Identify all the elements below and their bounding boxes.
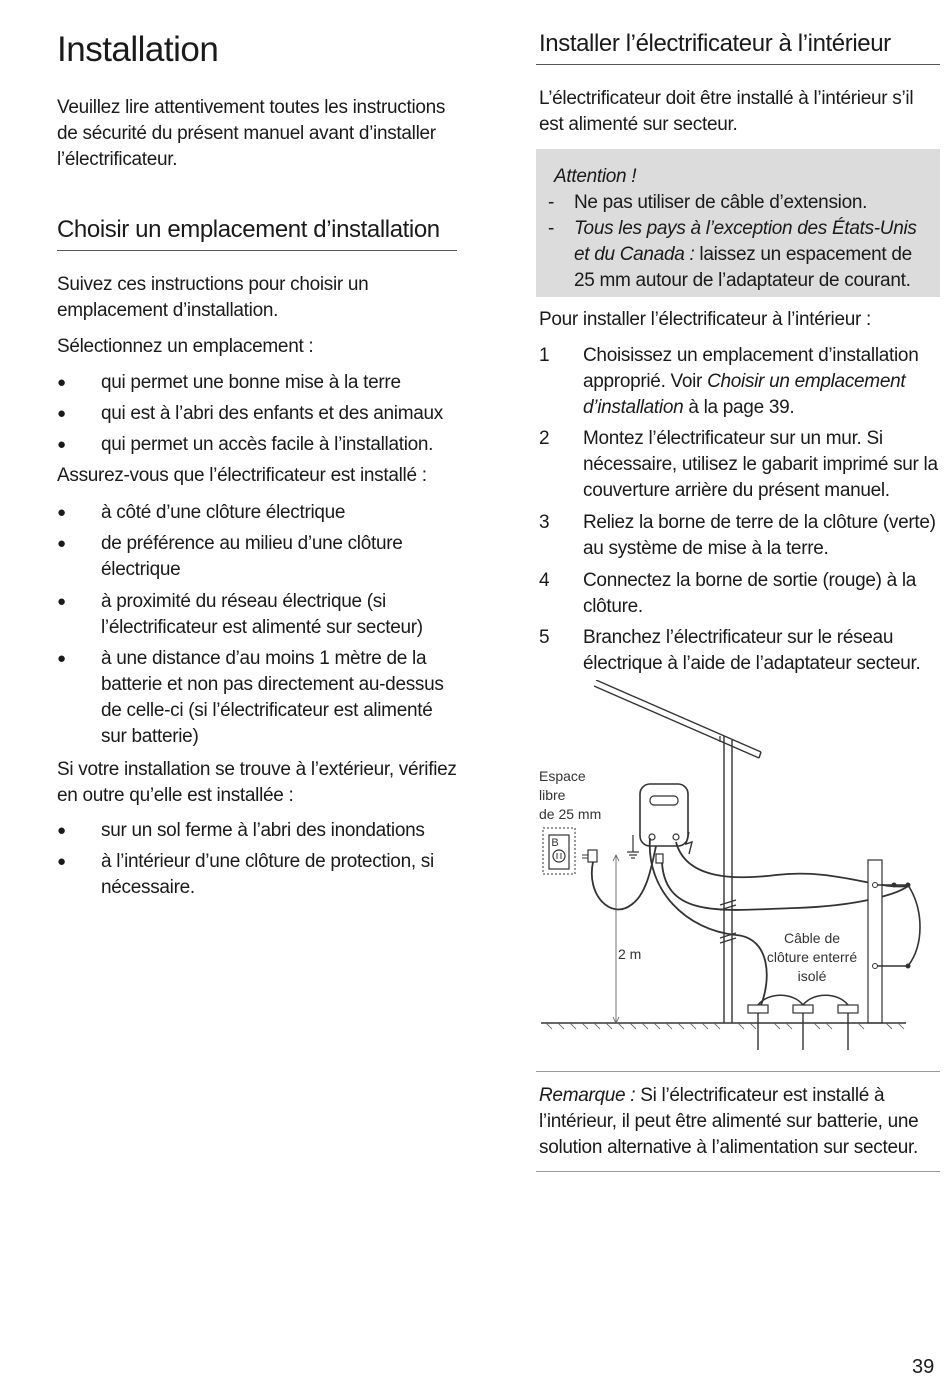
power-outlet-icon <box>543 828 597 874</box>
follow-instructions-paragraph: Suivez ces instructions pour choisir un emplacement d’installation. <box>57 274 369 321</box>
note-paragraph: Remarque : Si l’électrificateur est installé à l’intérieur, il peut être alimenté sur batterie, une solution alternative à l’alimentation sur secteur. <box>539 1085 919 1158</box>
installation-diagram <box>536 680 940 1050</box>
attention-item-2-line-1: Tous les pays à l’exception des États-Unis <box>574 218 917 239</box>
dash-marker: - <box>548 218 555 239</box>
outdoor-paragraph: Si votre installation se trouve à l’extérieur, vérifiez en outre qu’elle est installée : <box>57 759 457 806</box>
bullet-icon: ● <box>57 374 66 391</box>
fence-post-icon <box>868 860 920 1023</box>
diagram-label-space: libre <box>539 787 566 803</box>
bullet-icon: ● <box>57 405 66 422</box>
height-dimension-icon <box>613 855 619 1023</box>
dash-marker: - <box>548 192 555 213</box>
section-title-location: Choisir un emplacement d’installation <box>57 216 457 251</box>
page-number: 39 <box>912 1356 935 1378</box>
section-title-indoor: Installer l’électrificateur à l’intérieur <box>536 30 940 65</box>
diagram-label-cable: clôture enterré <box>766 949 858 965</box>
divider <box>536 1171 940 1172</box>
bullet-icon: ● <box>57 650 66 667</box>
roof-icon <box>594 680 761 758</box>
attention-item-1: Ne pas utiliser de câble d’extension. <box>574 192 868 213</box>
steps-intro-paragraph: Pour installer l’électrificateur à l’intérieur : <box>539 309 871 330</box>
outlet-letter: B <box>551 837 559 849</box>
intro-paragraph: Veuillez lire attentivement toutes les instructions de sécurité du présent manuel avant d’installer l’électrificateur. <box>57 97 446 170</box>
wall-icon <box>720 736 736 1023</box>
select-location-paragraph: Sélectionnez un emplacement : <box>57 336 314 357</box>
bullet-icon: ● <box>57 436 66 453</box>
diagram-label-height: 2 m <box>618 946 642 962</box>
indoor-intro-paragraph: L’électrificateur doit être installé à l’intérieur s’il est alimenté sur secteur. <box>539 88 914 135</box>
ground-icon <box>541 1023 906 1029</box>
cross-reference-link[interactable]: Choisir un emplacement d’installation <box>583 371 906 418</box>
bullet-icon: ● <box>57 593 66 610</box>
attention-box <box>536 149 940 297</box>
power-cable <box>592 846 656 909</box>
bullet-icon: ● <box>57 504 66 521</box>
energizer-icon <box>627 784 692 863</box>
attention-item-2-line-3: 25 mm autour de l’adaptateur de courant. <box>574 270 911 291</box>
ensure-paragraph: Assurez-vous que l’électrificateur est installé : <box>57 465 427 486</box>
bullet-icon: ● <box>57 535 66 552</box>
diagram-label-space: de 25 mm <box>539 806 602 822</box>
bullet-icon: ● <box>57 822 66 839</box>
diagram-label-cable: isolé <box>797 968 827 984</box>
attention-title: Attention ! <box>554 166 637 187</box>
buried-cable <box>650 838 767 1005</box>
diagram-label-cable: Câble de <box>783 930 841 946</box>
divider <box>536 1071 940 1072</box>
note-label: Remarque : <box>539 1085 636 1106</box>
diagram-label-space: Espace <box>539 768 586 784</box>
attention-item-2-line-2: et du Canada : laissez un espacement de <box>574 244 912 265</box>
page-title: Installation <box>57 30 219 69</box>
bullet-icon: ● <box>57 853 66 870</box>
